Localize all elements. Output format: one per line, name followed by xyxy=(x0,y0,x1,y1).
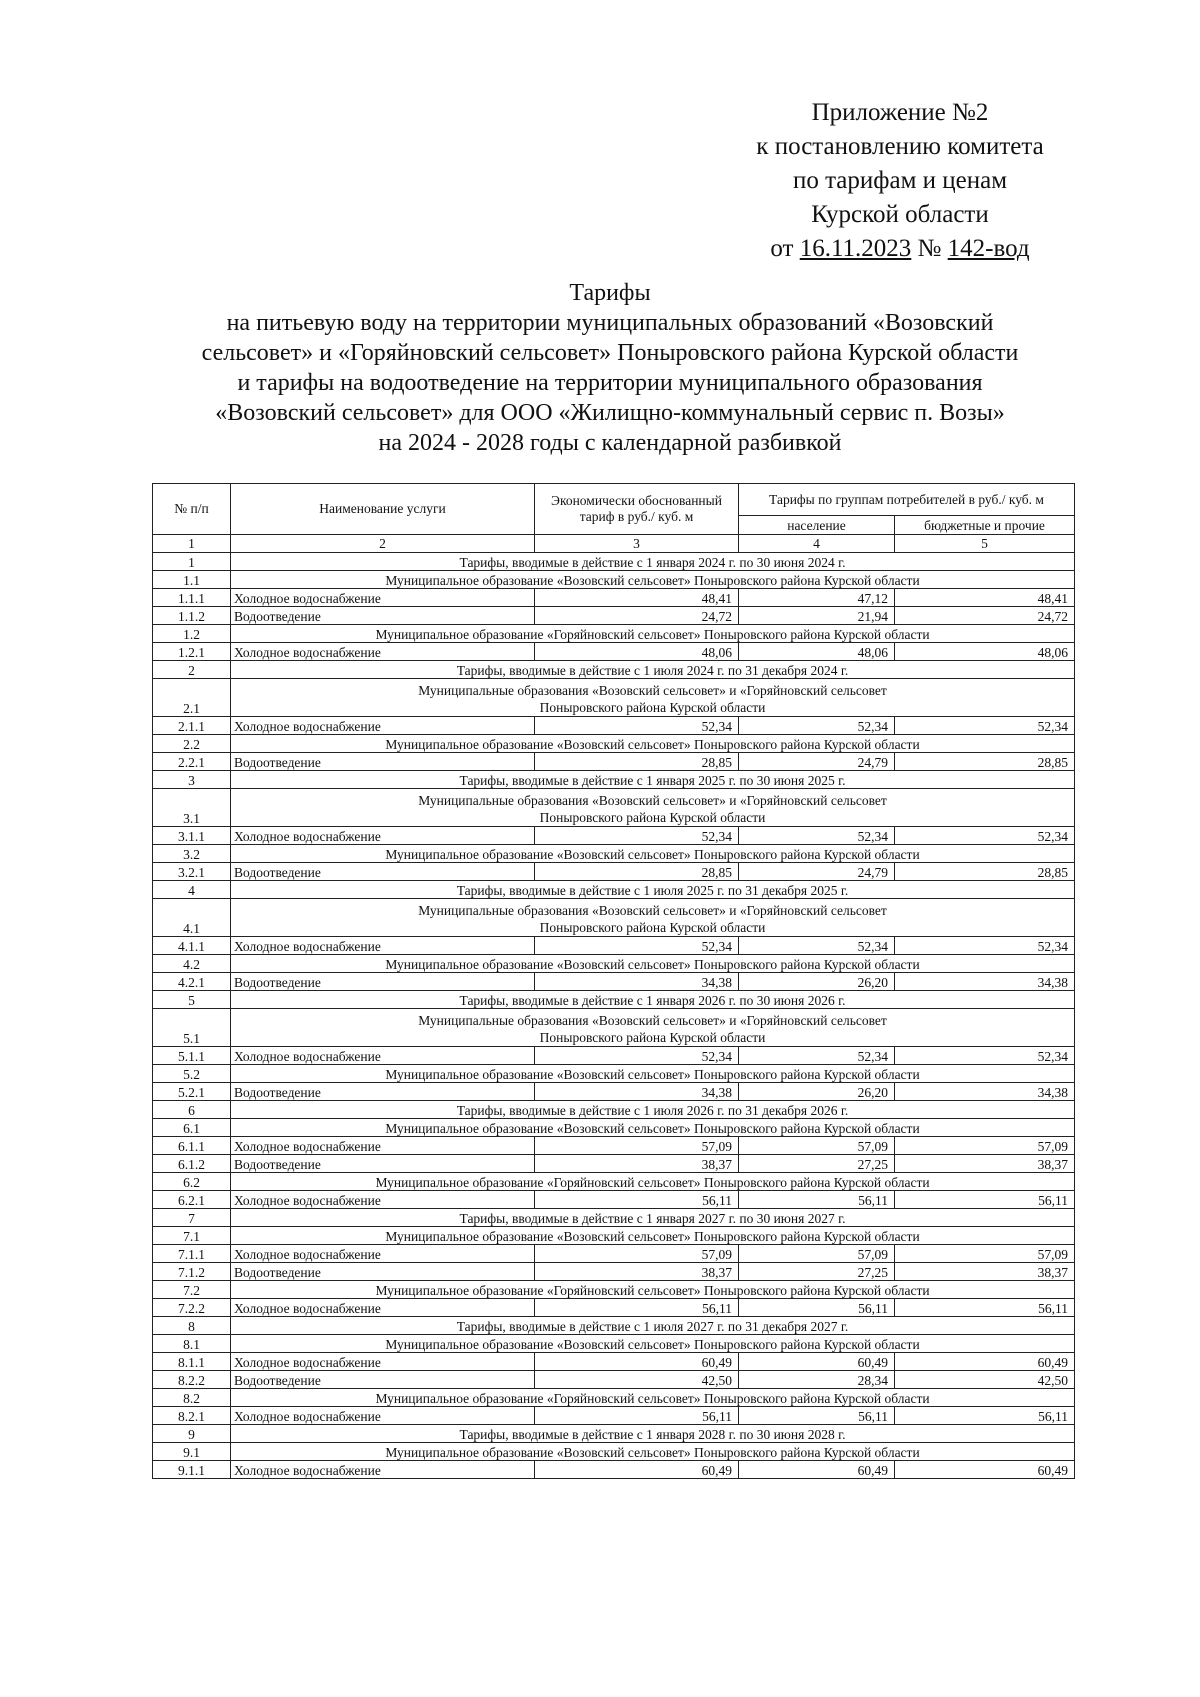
econ-tariff: 42,50 xyxy=(535,1371,739,1389)
budget-tariff: 52,34 xyxy=(895,717,1075,735)
table-row xyxy=(153,1009,1075,1047)
row-number: 5 xyxy=(153,991,231,1009)
service-name: Водоотведение xyxy=(231,1083,535,1101)
row-number: 7 xyxy=(153,1209,231,1227)
appendix-line2: к постановлению комитета xyxy=(756,133,1044,160)
population-tariff: 60,49 xyxy=(739,1353,895,1371)
econ-tariff: 52,34 xyxy=(535,1047,739,1065)
population-tariff: 56,11 xyxy=(739,1191,895,1209)
service-name: Холодное водоснабжение xyxy=(231,1191,535,1209)
population-tariff: 52,34 xyxy=(739,827,895,845)
row-number: 7.2 xyxy=(153,1281,231,1299)
population-tariff: 57,09 xyxy=(739,1245,895,1263)
population-tariff: 27,25 xyxy=(739,1263,895,1281)
budget-tariff: 57,09 xyxy=(895,1245,1075,1263)
service-name: Холодное водоснабжение xyxy=(231,1353,535,1371)
table-row xyxy=(153,1353,1075,1371)
municipality-heading xyxy=(231,789,1075,827)
row-number: 2.2.1 xyxy=(153,753,231,771)
population-tariff: 52,34 xyxy=(739,937,895,955)
service-name: Водоотведение xyxy=(231,1263,535,1281)
service-name: Холодное водоснабжение xyxy=(231,1407,535,1425)
econ-tariff: 56,11 xyxy=(535,1407,739,1425)
econ-tariff: 57,09 xyxy=(535,1137,739,1155)
econ-tariff: 38,37 xyxy=(535,1155,739,1173)
population-tariff: 28,34 xyxy=(739,1371,895,1389)
row-number: 5.1 xyxy=(153,1009,231,1047)
municipality-heading: Муниципальное образование «Горяйновский сельсовет» Поныровского района Курской области xyxy=(231,625,1075,643)
col-number: 1 xyxy=(153,535,231,553)
municipality-heading: Муниципальное образование «Возовский сельсовет» Поныровского района Курской области xyxy=(231,1227,1075,1245)
population-tariff: 60,49 xyxy=(739,1461,895,1479)
municipality-heading: Муниципальное образование «Горяйновский сельсовет» Поныровского района Курской области xyxy=(231,1281,1075,1299)
econ-tariff: 28,85 xyxy=(535,863,739,881)
service-name: Водоотведение xyxy=(231,973,535,991)
table-row xyxy=(153,771,1075,789)
table-row xyxy=(153,1335,1075,1353)
title-line4: «Возовский сельсовет» для ООО «Жилищно-коммунальный сервис п. Возы» xyxy=(215,400,1005,426)
municipality-heading-line2: Поныровского района Курской области xyxy=(539,810,766,825)
row-number: 1.2.1 xyxy=(153,643,231,661)
table-row xyxy=(153,1425,1075,1443)
table-row xyxy=(153,1209,1075,1227)
table-row xyxy=(153,1191,1075,1209)
period-heading: Тарифы, вводимые в действие с 1 июля 2026 г. по 31 декабря 2026 г. xyxy=(231,1101,1075,1119)
service-name: Холодное водоснабжение xyxy=(231,1137,535,1155)
table-row xyxy=(153,1281,1075,1299)
table-row xyxy=(153,1317,1075,1335)
municipality-heading: Муниципальное образование «Возовский сельсовет» Поныровского района Курской области xyxy=(231,1065,1075,1083)
period-heading: Тарифы, вводимые в действие с 1 января 2025 г. по 30 июня 2025 г. xyxy=(231,771,1075,789)
service-name: Холодное водоснабжение xyxy=(231,1461,535,1479)
table-row xyxy=(153,789,1075,827)
population-tariff: 24,79 xyxy=(739,753,895,771)
budget-tariff: 52,34 xyxy=(895,1047,1075,1065)
budget-tariff: 56,11 xyxy=(895,1407,1075,1425)
appendix-line4: Курской области xyxy=(811,201,989,228)
population-tariff: 57,09 xyxy=(739,1137,895,1155)
service-name: Водоотведение xyxy=(231,1371,535,1389)
row-number: 3.2.1 xyxy=(153,863,231,881)
service-name: Водоотведение xyxy=(231,863,535,881)
row-number: 9.1 xyxy=(153,1443,231,1461)
service-name: Холодное водоснабжение xyxy=(231,1047,535,1065)
econ-tariff: 52,34 xyxy=(535,717,739,735)
econ-tariff: 52,34 xyxy=(535,827,739,845)
row-number: 6.2.1 xyxy=(153,1191,231,1209)
row-number: 6.1 xyxy=(153,1119,231,1137)
municipality-heading xyxy=(231,899,1075,937)
header-population: население xyxy=(739,516,895,535)
header-econ: Экономически обоснованный тариф в руб./ куб. м xyxy=(535,484,739,535)
population-tariff: 47,12 xyxy=(739,589,895,607)
econ-tariff: 38,37 xyxy=(535,1263,739,1281)
row-number: 4.2.1 xyxy=(153,973,231,991)
econ-tariff: 57,09 xyxy=(535,1245,739,1263)
row-number: 1.1.2 xyxy=(153,607,231,625)
table-row xyxy=(153,717,1075,735)
table-row xyxy=(153,661,1075,679)
appendix-line3: по тарифам и ценам xyxy=(792,167,1008,194)
row-number: 8.2.2 xyxy=(153,1371,231,1389)
table-row xyxy=(153,1227,1075,1245)
row-number: 6.1.1 xyxy=(153,1137,231,1155)
row-number: 4.1.1 xyxy=(153,937,231,955)
table-row xyxy=(153,1407,1075,1425)
header-num: № п/п xyxy=(153,484,231,535)
service-name: Холодное водоснабжение xyxy=(231,1299,535,1317)
table-row xyxy=(153,735,1075,753)
row-number: 3.1.1 xyxy=(153,827,231,845)
appendix-date-line xyxy=(720,232,1080,266)
table-row xyxy=(153,899,1075,937)
row-number: 1.1.1 xyxy=(153,589,231,607)
period-heading: Тарифы, вводимые в действие с 1 января 2024 г. по 30 июня 2024 г. xyxy=(231,553,1075,571)
row-number: 1.1 xyxy=(153,571,231,589)
table-row xyxy=(153,1101,1075,1119)
table-row xyxy=(153,1299,1075,1317)
period-heading: Тарифы, вводимые в действие с 1 января 2027 г. по 30 июня 2027 г. xyxy=(231,1209,1075,1227)
row-number: 1.2 xyxy=(153,625,231,643)
budget-tariff: 60,49 xyxy=(895,1353,1075,1371)
decree-date: 16.11.2023 xyxy=(799,235,912,262)
row-number: 8.2.1 xyxy=(153,1407,231,1425)
col-number: 3 xyxy=(535,535,739,553)
population-tariff: 48,06 xyxy=(739,643,895,661)
table-row xyxy=(153,1461,1075,1479)
title-line1: на питьевую воду на территории муниципальных образований «Возовский xyxy=(226,310,994,336)
service-name: Холодное водоснабжение xyxy=(231,1245,535,1263)
population-tariff: 24,79 xyxy=(739,863,895,881)
econ-tariff: 24,72 xyxy=(535,607,739,625)
table-row xyxy=(153,607,1075,625)
econ-tariff: 28,85 xyxy=(535,753,739,771)
table-row xyxy=(153,1389,1075,1407)
municipality-heading-line2: Поныровского района Курской области xyxy=(539,700,766,715)
municipality-heading-line1: Муниципальные образования «Возовский сельсовет» и «Горяйновский сельсовет xyxy=(418,903,887,918)
row-number: 6.1.2 xyxy=(153,1155,231,1173)
row-number: 3.1 xyxy=(153,789,231,827)
budget-tariff: 24,72 xyxy=(895,607,1075,625)
budget-tariff: 28,85 xyxy=(895,863,1075,881)
table-row xyxy=(153,991,1075,1009)
title-line5: на 2024 - 2028 годы с календарной разбивкой xyxy=(378,430,842,456)
table-row xyxy=(153,863,1075,881)
table-body xyxy=(153,553,1075,1479)
budget-tariff: 42,50 xyxy=(895,1371,1075,1389)
row-number: 7.1.1 xyxy=(153,1245,231,1263)
document-title xyxy=(150,278,1070,458)
municipality-heading: Муниципальное образование «Возовский сельсовет» Поныровского района Курской области xyxy=(231,571,1075,589)
header-name: Наименование услуги xyxy=(231,484,535,535)
econ-tariff: 56,11 xyxy=(535,1299,739,1317)
budget-tariff: 56,11 xyxy=(895,1191,1075,1209)
service-name: Холодное водоснабжение xyxy=(231,643,535,661)
municipality-heading-line2: Поныровского района Курской области xyxy=(539,1030,766,1045)
table-row xyxy=(153,1263,1075,1281)
table-row xyxy=(153,881,1075,899)
col-number: 5 xyxy=(895,535,1075,553)
budget-tariff: 52,34 xyxy=(895,827,1075,845)
table-row xyxy=(153,1245,1075,1263)
population-tariff: 52,34 xyxy=(739,1047,895,1065)
population-tariff: 56,11 xyxy=(739,1407,895,1425)
table-row xyxy=(153,955,1075,973)
col-number: 2 xyxy=(231,535,535,553)
table-row xyxy=(153,1371,1075,1389)
service-name: Холодное водоснабжение xyxy=(231,937,535,955)
table-row xyxy=(153,753,1075,771)
row-number: 6 xyxy=(153,1101,231,1119)
municipality-heading-line2: Поныровского района Курской области xyxy=(539,920,766,935)
tariffs-table xyxy=(152,483,1075,1479)
municipality-heading: Муниципальное образование «Возовский сельсовет» Поныровского района Курской области xyxy=(231,1335,1075,1353)
budget-tariff: 48,06 xyxy=(895,643,1075,661)
row-number: 7.1.2 xyxy=(153,1263,231,1281)
econ-tariff: 60,49 xyxy=(535,1353,739,1371)
table-row xyxy=(153,1065,1075,1083)
header-budget: бюджетные и прочие xyxy=(895,516,1075,535)
table-row xyxy=(153,553,1075,571)
appendix-header xyxy=(720,96,1080,266)
table-row xyxy=(153,1173,1075,1191)
row-number: 4.1 xyxy=(153,899,231,937)
table-row xyxy=(153,1083,1075,1101)
municipality-heading: Муниципальное образование «Горяйновский сельсовет» Поныровского района Курской области xyxy=(231,1389,1075,1407)
row-number: 4.2 xyxy=(153,955,231,973)
title-main: Тарифы xyxy=(569,280,651,306)
row-number: 3.2 xyxy=(153,845,231,863)
table-row xyxy=(153,679,1075,717)
budget-tariff: 60,49 xyxy=(895,1461,1075,1479)
row-number: 8 xyxy=(153,1317,231,1335)
title-line3: и тарифы на водоотведение на территории муниципального образования xyxy=(237,370,983,396)
table-row xyxy=(153,845,1075,863)
service-name: Холодное водоснабжение xyxy=(231,589,535,607)
period-heading: Тарифы, вводимые в действие с 1 июля 2027 г. по 31 декабря 2027 г. xyxy=(231,1317,1075,1335)
number-prefix: № xyxy=(917,235,942,262)
service-name: Холодное водоснабжение xyxy=(231,717,535,735)
econ-tariff: 48,06 xyxy=(535,643,739,661)
row-number: 5.1.1 xyxy=(153,1047,231,1065)
table-row xyxy=(153,973,1075,991)
appendix-line1: Приложение №2 xyxy=(811,99,989,126)
budget-tariff: 28,85 xyxy=(895,753,1075,771)
econ-tariff: 34,38 xyxy=(535,973,739,991)
municipality-heading: Муниципальное образование «Горяйновский сельсовет» Поныровского района Курской области xyxy=(231,1173,1075,1191)
budget-tariff: 52,34 xyxy=(895,937,1075,955)
municipality-heading: Муниципальное образование «Возовский сельсовет» Поныровского района Курской области xyxy=(231,955,1075,973)
table-row xyxy=(153,1137,1075,1155)
row-number: 2.1 xyxy=(153,679,231,717)
row-number: 9.1.1 xyxy=(153,1461,231,1479)
table-row xyxy=(153,643,1075,661)
table-row xyxy=(153,1119,1075,1137)
municipality-heading-line1: Муниципальные образования «Возовский сельсовет» и «Горяйновский сельсовет xyxy=(418,683,887,698)
period-heading: Тарифы, вводимые в действие с 1 января 2028 г. по 30 июня 2028 г. xyxy=(231,1425,1075,1443)
period-heading: Тарифы, вводимые в действие с 1 июля 2025 г. по 31 декабря 2025 г. xyxy=(231,881,1075,899)
municipality-heading: Муниципальное образование «Возовский сельсовет» Поныровского района Курской области xyxy=(231,1443,1075,1461)
row-number: 9 xyxy=(153,1425,231,1443)
municipality-heading xyxy=(231,1009,1075,1047)
period-heading: Тарифы, вводимые в действие с 1 января 2026 г. по 30 июня 2026 г. xyxy=(231,991,1075,1009)
municipality-heading-line1: Муниципальные образования «Возовский сельсовет» и «Горяйновский сельсовет xyxy=(418,793,887,808)
table-row xyxy=(153,827,1075,845)
table-row xyxy=(153,1443,1075,1461)
population-tariff: 27,25 xyxy=(739,1155,895,1173)
row-number: 6.2 xyxy=(153,1173,231,1191)
budget-tariff: 57,09 xyxy=(895,1137,1075,1155)
budget-tariff: 34,38 xyxy=(895,1083,1075,1101)
row-number: 3 xyxy=(153,771,231,789)
budget-tariff: 38,37 xyxy=(895,1155,1075,1173)
title-line2: сельсовет» и «Горяйновский сельсовет» Поныровского района Курской области xyxy=(201,340,1019,366)
service-name: Водоотведение xyxy=(231,1155,535,1173)
row-number: 5.2 xyxy=(153,1065,231,1083)
row-number: 2.2 xyxy=(153,735,231,753)
municipality-heading: Муниципальное образование «Возовский сельсовет» Поныровского района Курской области xyxy=(231,845,1075,863)
row-number: 2 xyxy=(153,661,231,679)
population-tariff: 56,11 xyxy=(739,1299,895,1317)
row-number: 4 xyxy=(153,881,231,899)
econ-tariff: 56,11 xyxy=(535,1191,739,1209)
period-heading: Тарифы, вводимые в действие с 1 июля 2024 г. по 31 декабря 2024 г. xyxy=(231,661,1075,679)
population-tariff: 52,34 xyxy=(739,717,895,735)
table-row xyxy=(153,1047,1075,1065)
decree-number: 142-вод xyxy=(947,235,1030,262)
date-prefix: от xyxy=(770,235,794,262)
population-tariff: 26,20 xyxy=(739,973,895,991)
econ-tariff: 48,41 xyxy=(535,589,739,607)
budget-tariff: 48,41 xyxy=(895,589,1075,607)
row-number: 5.2.1 xyxy=(153,1083,231,1101)
row-number: 8.1.1 xyxy=(153,1353,231,1371)
econ-tariff: 60,49 xyxy=(535,1461,739,1479)
municipality-heading: Муниципальное образование «Возовский сельсовет» Поныровского района Курской области xyxy=(231,1119,1075,1137)
row-number: 8.1 xyxy=(153,1335,231,1353)
budget-tariff: 38,37 xyxy=(895,1263,1075,1281)
col-number: 4 xyxy=(739,535,895,553)
budget-tariff: 34,38 xyxy=(895,973,1075,991)
table-row xyxy=(153,1155,1075,1173)
municipality-heading-line1: Муниципальные образования «Возовский сельсовет» и «Горяйновский сельсовет xyxy=(418,1013,887,1028)
table-row xyxy=(153,589,1075,607)
row-number: 8.2 xyxy=(153,1389,231,1407)
service-name: Водоотведение xyxy=(231,753,535,771)
row-number: 1 xyxy=(153,553,231,571)
row-number: 7.2.2 xyxy=(153,1299,231,1317)
municipality-heading: Муниципальное образование «Возовский сельсовет» Поныровского района Курской области xyxy=(231,735,1075,753)
population-tariff: 26,20 xyxy=(739,1083,895,1101)
service-name: Холодное водоснабжение xyxy=(231,827,535,845)
population-tariff: 21,94 xyxy=(739,607,895,625)
row-number: 7.1 xyxy=(153,1227,231,1245)
econ-tariff: 34,38 xyxy=(535,1083,739,1101)
service-name: Водоотведение xyxy=(231,607,535,625)
table-row xyxy=(153,625,1075,643)
table-row xyxy=(153,571,1075,589)
header-groups: Тарифы по группам потребителей в руб./ куб. м xyxy=(739,484,1075,516)
row-number: 2.1.1 xyxy=(153,717,231,735)
table-row xyxy=(153,937,1075,955)
budget-tariff: 56,11 xyxy=(895,1299,1075,1317)
econ-tariff: 52,34 xyxy=(535,937,739,955)
municipality-heading xyxy=(231,679,1075,717)
